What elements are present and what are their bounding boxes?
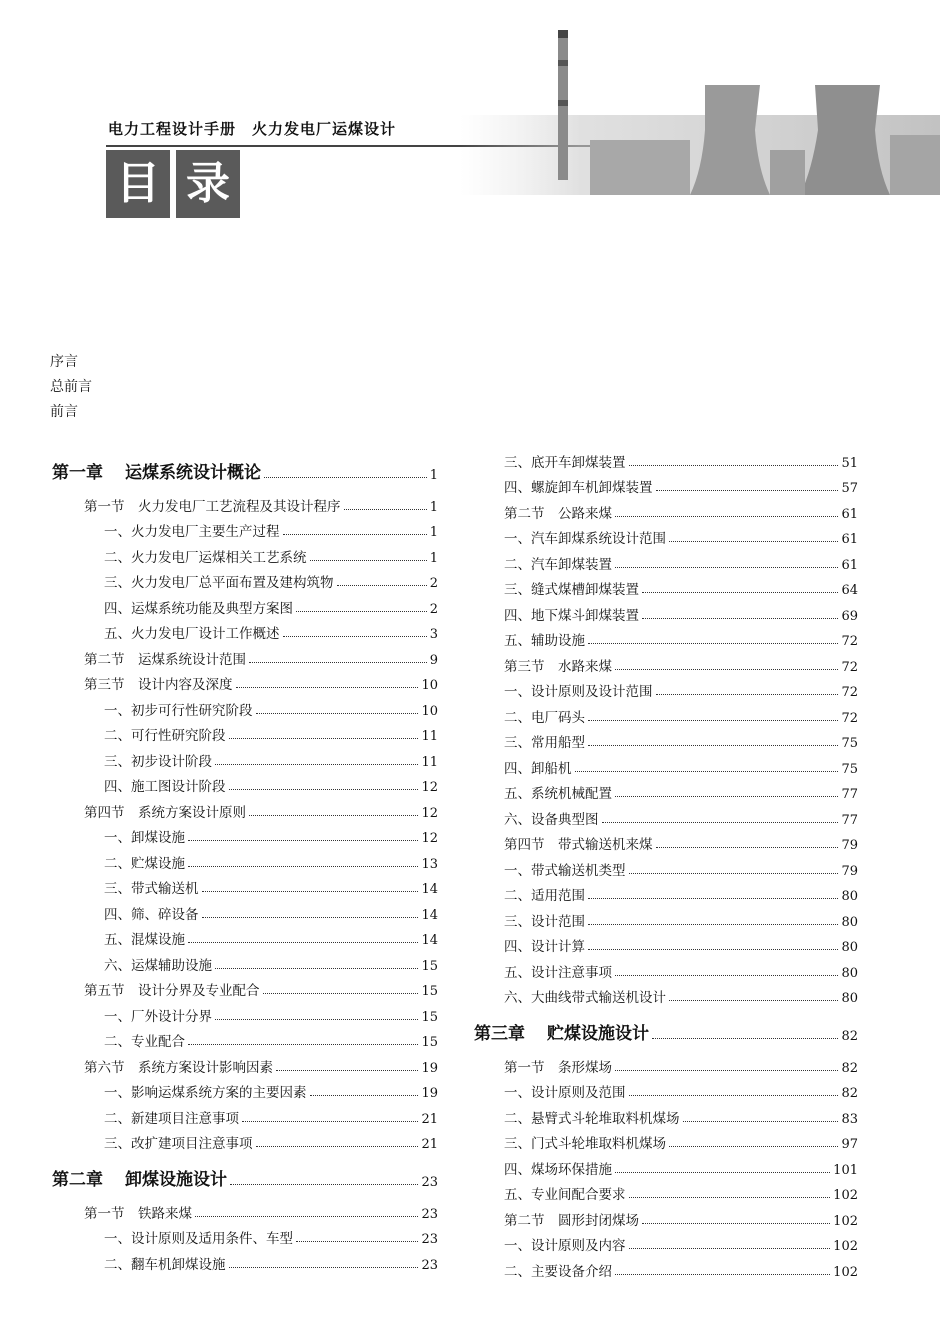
page-number: 1	[429, 468, 438, 483]
toc-section[interactable]	[52, 642, 438, 668]
toc-entry-title: 第二节 运煤系统设计范围	[84, 651, 246, 668]
preface-item: 总前言	[50, 379, 92, 395]
page-number: 19	[421, 1086, 438, 1101]
dot-leader	[615, 1172, 830, 1173]
toc-section[interactable]	[474, 496, 858, 522]
page-number: 80	[841, 965, 858, 981]
page-number: 77	[841, 812, 858, 828]
toc-entry-title: 一、带式输送机类型	[504, 862, 626, 879]
toc-section[interactable]	[52, 489, 438, 515]
dot-leader	[283, 534, 427, 535]
dot-leader	[310, 560, 427, 561]
dot-leader	[629, 873, 839, 874]
toc-item[interactable]	[474, 981, 858, 1007]
dot-leader	[642, 592, 838, 593]
page-number: 102	[833, 1239, 858, 1254]
page-number: 64	[841, 583, 858, 598]
chapter-number: 第三章	[474, 1024, 525, 1044]
toc-entry-title: 第二节 圆形封闭煤场	[504, 1212, 639, 1229]
page-number: 15	[421, 1035, 438, 1050]
toc-item[interactable]	[52, 617, 438, 643]
dot-leader	[615, 1274, 830, 1275]
toc-entry-title: 第四节 带式输送机来煤	[504, 837, 653, 853]
toc-entry-title: 四、运煤系统功能及典型方案图	[104, 600, 293, 617]
toc-entry-title: 一、设计原则及内容	[504, 1238, 626, 1254]
toc-item[interactable]	[52, 1222, 438, 1248]
page-number: 1	[429, 525, 438, 540]
toc-left-column	[52, 445, 438, 1273]
page-number: 82	[841, 1060, 858, 1076]
dot-leader	[629, 1197, 831, 1198]
toc-entry-title: 二、主要设备介绍	[504, 1263, 612, 1280]
toc-entry-title: 第五节 设计分界及专业配合	[84, 983, 260, 999]
toc-entry-title: 三、缝式煤槽卸煤装置	[504, 582, 639, 598]
dot-leader	[236, 687, 419, 688]
page-number: 79	[841, 838, 858, 853]
page-number: 102	[833, 1264, 858, 1280]
page-number: 69	[841, 608, 858, 624]
dot-leader	[310, 1095, 419, 1096]
page-number: 10	[421, 678, 438, 693]
toc-entry-title: 三、火力发电厂总平面布置及建构筑物	[104, 575, 334, 591]
toc-item[interactable]	[474, 802, 858, 828]
dot-leader	[249, 815, 418, 816]
toc-entry-title: 第二节 公路来煤	[504, 505, 612, 522]
dot-leader	[615, 567, 838, 568]
toc-item[interactable]	[52, 515, 438, 541]
toc-item[interactable]	[474, 955, 858, 981]
power-plant-illustration	[440, 20, 940, 210]
page-number: 15	[421, 1009, 438, 1025]
toc-entry-title: 六、大曲线带式输送机设计	[504, 990, 666, 1006]
toc-entry-title: 二、电厂码头	[504, 709, 585, 726]
toc-entry-title: 二、贮煤设施	[104, 855, 185, 872]
chapter-number: 第二章	[52, 1170, 103, 1190]
dot-leader	[588, 643, 838, 644]
toc-item[interactable]	[474, 522, 858, 548]
dot-leader	[188, 1044, 418, 1045]
toc-entry-title: 二、汽车卸煤装置	[504, 556, 612, 573]
dot-leader	[642, 618, 838, 619]
dot-leader	[588, 720, 838, 721]
toc-section[interactable]	[52, 668, 438, 694]
chapter-title: 运煤系统设计概论	[125, 463, 261, 483]
chapter-title: 卸煤设施设计	[125, 1170, 227, 1190]
toc-item[interactable]	[52, 1127, 438, 1153]
toc-entry-title: 二、适用范围	[504, 888, 585, 904]
dot-leader	[683, 1121, 839, 1122]
toc-entry-title: 三、初步设计阶段	[104, 753, 212, 770]
dot-leader	[642, 1223, 830, 1224]
dot-leader	[615, 669, 838, 670]
toc-entry-title: 四、地下煤斗卸煤装置	[504, 607, 639, 624]
toc-entry-title: 一、厂外设计分界	[104, 1008, 212, 1025]
toc-entry-title: 一、汽车卸煤系统设计范围	[504, 531, 666, 547]
dot-leader	[629, 1095, 839, 1096]
toc-item[interactable]	[52, 897, 438, 923]
dot-leader	[230, 1184, 418, 1185]
page-number: 14	[421, 882, 438, 897]
page-number: 23	[421, 1206, 438, 1222]
book-title: 电力工程设计手册 火力发电厂运煤设计	[108, 120, 397, 138]
toc-chapter[interactable]	[52, 449, 438, 483]
toc-item[interactable]	[52, 1101, 438, 1127]
chapter-number: 第一章	[52, 463, 103, 483]
page-number: 1	[429, 499, 438, 515]
page-number: 61	[841, 506, 858, 522]
page-number: 9	[429, 652, 438, 668]
toc-entry-title: 四、施工图设计阶段	[104, 779, 226, 795]
toc-item[interactable]	[474, 547, 858, 573]
page-number: 101	[833, 1162, 858, 1178]
dot-leader	[202, 891, 419, 892]
page-number: 80	[841, 914, 858, 930]
toc-entry-title: 一、火力发电厂主要生产过程	[104, 524, 280, 540]
page-number: 1	[429, 550, 438, 566]
dot-leader	[215, 764, 418, 765]
page-number: 61	[841, 557, 858, 573]
page-number: 80	[841, 991, 858, 1006]
toc-entry-title: 第一节 火力发电厂工艺流程及其设计程序	[84, 498, 341, 515]
toc-entry-title: 四、卸船机	[504, 760, 572, 777]
page-number: 82	[841, 1029, 858, 1044]
toc-item[interactable]	[474, 471, 858, 497]
toc-item[interactable]	[474, 675, 858, 701]
toc-entry-title: 五、火力发电厂设计工作概述	[104, 626, 280, 642]
toc-entry-title: 四、煤场环保措施	[504, 1161, 612, 1178]
page-number: 11	[421, 754, 438, 770]
page-number: 10	[421, 703, 438, 719]
dot-leader	[588, 949, 838, 950]
toc-entry-title: 第三节 水路来煤	[504, 658, 612, 675]
page-number: 83	[841, 1111, 858, 1127]
dot-leader	[202, 917, 419, 918]
toc-item[interactable]	[52, 770, 438, 796]
toc-item[interactable]	[474, 1101, 858, 1127]
page-number: 23	[421, 1232, 438, 1247]
chapter-title: 贮煤设施设计	[547, 1024, 649, 1044]
toc-entry-title: 一、影响运煤系统方案的主要因素	[104, 1085, 307, 1101]
dot-leader	[656, 847, 839, 848]
toc-entry-title: 一、设计原则及适用条件、车型	[104, 1231, 293, 1247]
page-number: 15	[421, 984, 438, 999]
dot-leader	[229, 1267, 419, 1268]
page-number: 12	[421, 780, 438, 795]
page-number: 13	[421, 856, 438, 872]
toc-entry-title: 二、新建项目注意事项	[104, 1110, 239, 1127]
toc-section[interactable]	[474, 1050, 858, 1076]
toc-chapter[interactable]	[52, 1156, 438, 1190]
page-number: 72	[841, 634, 858, 649]
toc-item[interactable]	[52, 591, 438, 617]
toc-entry-title: 五、混煤设施	[104, 932, 185, 948]
toc-item[interactable]	[52, 999, 438, 1025]
toc-item[interactable]	[52, 1025, 438, 1051]
dot-leader	[188, 840, 418, 841]
toc-item[interactable]	[474, 573, 858, 599]
page-number: 11	[421, 729, 438, 744]
dot-leader	[615, 975, 838, 976]
dot-leader	[669, 1000, 838, 1001]
toc-section[interactable]	[474, 649, 858, 675]
toc-entry-title: 五、辅助设施	[504, 633, 585, 649]
toc-item[interactable]	[474, 853, 858, 879]
dot-leader	[249, 662, 427, 663]
toc-entry-title	[52, 458, 261, 483]
toc-item[interactable]	[474, 1127, 858, 1153]
dot-leader	[242, 1121, 418, 1122]
toc-entry-title: 一、设计原则及范围	[504, 1085, 626, 1101]
toc-entry-title: 一、初步可行性研究阶段	[104, 702, 253, 719]
dot-leader	[276, 1070, 418, 1071]
toc-item[interactable]	[474, 445, 858, 471]
dot-leader	[588, 745, 838, 746]
toc-entry-title: 三、常用船型	[504, 735, 585, 751]
page-number: 72	[841, 685, 858, 700]
toc-entry-title	[474, 1019, 649, 1044]
page-number: 77	[841, 787, 858, 802]
toc-chapter[interactable]	[474, 1010, 858, 1044]
dot-leader	[575, 771, 839, 772]
page-number: 80	[841, 940, 858, 955]
page-number: 14	[421, 933, 438, 948]
dot-leader	[264, 477, 427, 478]
toc-section[interactable]	[52, 1050, 438, 1076]
page-number: 15	[421, 958, 438, 974]
toc-item[interactable]	[474, 930, 858, 956]
toc-entry-title: 四、螺旋卸车机卸煤装置	[504, 480, 653, 496]
toc-item[interactable]	[52, 1247, 438, 1273]
dot-leader	[215, 1019, 418, 1020]
dot-leader	[195, 1216, 418, 1217]
dot-leader	[337, 585, 427, 586]
page-number: 23	[421, 1175, 438, 1190]
dot-leader	[283, 636, 427, 637]
toc-entry-title: 二、悬臂式斗轮堆取料机煤场	[504, 1110, 680, 1127]
toc-item[interactable]	[474, 777, 858, 803]
toc-item[interactable]	[52, 540, 438, 566]
dot-leader	[256, 1146, 419, 1147]
page-number: 97	[841, 1137, 858, 1152]
page-number: 51	[841, 455, 858, 471]
dot-leader	[188, 866, 418, 867]
dot-leader	[588, 924, 838, 925]
toc-entry-title: 二、可行性研究阶段	[104, 728, 226, 744]
toc-entry-title: 一、设计原则及设计范围	[504, 684, 653, 700]
page-number: 23	[421, 1257, 438, 1273]
preface-item: 前言	[50, 404, 78, 420]
dot-leader	[229, 789, 419, 790]
toc-item[interactable]	[52, 948, 438, 974]
page-number: 21	[421, 1111, 438, 1127]
page-number: 21	[421, 1137, 438, 1152]
toc-item[interactable]	[474, 598, 858, 624]
toc-entry-title	[52, 1165, 227, 1190]
page-number: 12	[421, 831, 438, 846]
toc-heading-char: 目	[106, 150, 170, 218]
dot-leader	[296, 1241, 418, 1242]
toc-entry-title: 二、翻车机卸煤设施	[104, 1256, 226, 1273]
toc-item[interactable]	[52, 872, 438, 898]
page-number: 12	[421, 805, 438, 821]
toc-item[interactable]	[52, 744, 438, 770]
page-number: 79	[841, 863, 858, 879]
toc-item[interactable]	[474, 1076, 858, 1102]
toc-item[interactable]	[474, 700, 858, 726]
toc-entry-title: 六、运煤辅助设施	[104, 957, 212, 974]
dot-leader	[669, 1146, 838, 1147]
page-number: 61	[841, 532, 858, 547]
toc-right-column	[474, 445, 858, 1280]
toc-entry-title: 六、设备典型图	[504, 811, 599, 828]
dot-leader	[296, 611, 427, 612]
toc-item[interactable]	[52, 719, 438, 745]
preface-list	[50, 350, 92, 425]
dot-leader	[256, 713, 419, 714]
toc-item[interactable]	[474, 879, 858, 905]
toc-entry-title: 三、带式输送机	[104, 881, 199, 897]
dot-leader	[215, 968, 418, 969]
toc-entry-title: 四、筛、碎设备	[104, 906, 199, 923]
toc-item[interactable]	[474, 624, 858, 650]
dot-leader	[263, 993, 419, 994]
toc-entry-title: 三、改扩建项目注意事项	[104, 1136, 253, 1152]
toc-item[interactable]	[474, 1178, 858, 1204]
dot-leader	[669, 541, 838, 542]
toc-section[interactable]	[52, 795, 438, 821]
toc-section[interactable]	[474, 828, 858, 854]
page-number: 14	[421, 907, 438, 923]
dot-leader	[602, 822, 839, 823]
toc-entry-title: 一、卸煤设施	[104, 830, 185, 846]
toc-item[interactable]	[474, 1229, 858, 1255]
toc-entry-title: 第六节 系统方案设计影响因素	[84, 1059, 273, 1076]
page-number: 102	[833, 1213, 858, 1229]
page-number: 80	[841, 889, 858, 904]
page-number: 3	[429, 627, 438, 642]
page-number: 57	[841, 481, 858, 496]
toc-item[interactable]	[474, 904, 858, 930]
toc-section[interactable]	[52, 974, 438, 1000]
toc-entry-title: 第四节 系统方案设计原则	[84, 804, 246, 821]
dot-leader	[229, 738, 419, 739]
toc-item[interactable]	[52, 566, 438, 592]
dot-leader	[615, 1070, 838, 1071]
page-number: 102	[833, 1188, 858, 1203]
toc-entry-title: 三、门式斗轮堆取料机煤场	[504, 1136, 666, 1152]
page-number: 82	[841, 1086, 858, 1101]
page-number: 72	[841, 659, 858, 675]
toc-item[interactable]	[52, 923, 438, 949]
dot-leader	[188, 942, 418, 943]
dot-leader	[629, 465, 839, 466]
page-number: 19	[421, 1060, 438, 1076]
dot-leader	[652, 1038, 838, 1039]
toc-item[interactable]	[474, 1152, 858, 1178]
page-number: 75	[841, 761, 858, 777]
toc-item[interactable]	[474, 751, 858, 777]
dot-leader	[656, 490, 839, 491]
toc-entry-title: 三、设计范围	[504, 913, 585, 930]
page-number: 72	[841, 710, 858, 726]
dot-leader	[656, 694, 839, 695]
toc-item[interactable]	[52, 1076, 438, 1102]
toc-heading-char: 录	[176, 150, 240, 218]
dot-leader	[615, 796, 838, 797]
toc-entry-title: 第一节 条形煤场	[504, 1059, 612, 1076]
toc-item[interactable]	[52, 846, 438, 872]
dot-leader	[344, 509, 427, 510]
toc-heading	[106, 150, 240, 218]
page-number: 75	[841, 736, 858, 751]
dot-leader	[615, 516, 838, 517]
toc-section[interactable]	[52, 1196, 438, 1222]
toc-item[interactable]	[474, 1254, 858, 1280]
toc-entry-title: 四、设计计算	[504, 939, 585, 955]
toc-item[interactable]	[52, 693, 438, 719]
dot-leader	[629, 1248, 831, 1249]
toc-entry-title: 三、底开车卸煤装置	[504, 454, 626, 471]
toc-entry-title: 五、专业间配合要求	[504, 1187, 626, 1203]
toc-item[interactable]	[52, 821, 438, 847]
toc-entry-title: 第三节 设计内容及深度	[84, 677, 233, 693]
page-number: 2	[429, 601, 438, 617]
preface-item: 序言	[50, 354, 78, 370]
toc-item[interactable]	[474, 726, 858, 752]
toc-entry-title: 二、专业配合	[104, 1034, 185, 1050]
toc-entry-title: 二、火力发电厂运煤相关工艺系统	[104, 549, 307, 566]
page-number: 2	[429, 576, 438, 591]
toc-entry-title: 第一节 铁路来煤	[84, 1205, 192, 1222]
toc-entry-title: 五、系统机械配置	[504, 786, 612, 802]
toc-section[interactable]	[474, 1203, 858, 1229]
dot-leader	[588, 898, 838, 899]
toc-entry-title: 五、设计注意事项	[504, 964, 612, 981]
